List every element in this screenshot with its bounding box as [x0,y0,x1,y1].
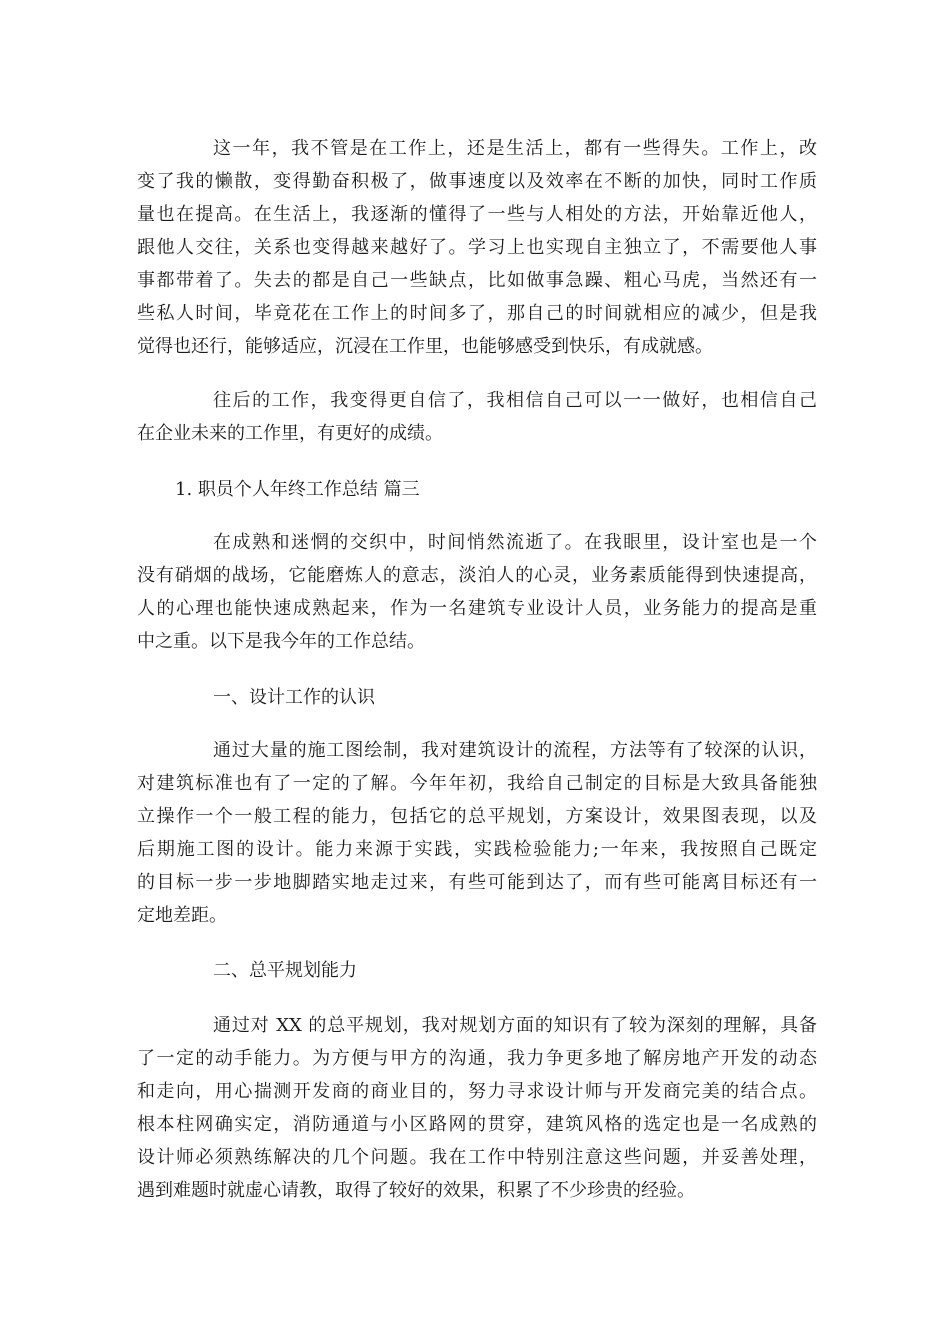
paragraph-line: 立操作一个一般工程的能力，包括它的总平规划，方案设计，效果图表现，以及 [137,806,817,827]
paragraph-line: 遇到难题时就虚心请教，取得了较好的效果，积累了不少珍贵的经验。 [137,1180,695,1201]
paragraph-line: 跟他人交往，关系也变得越来越好了。学习上也实现自主独立了，不需要他人事 [137,237,817,258]
paragraph-line: 在成熟和迷惘的交织中，时间悄然流逝了。在我眼里，设计室也是一个 [213,532,817,553]
paragraph-line: 人的心理也能快速成熟起来，作为一名建筑专业设计人员，业务能力的提高是重 [137,598,817,619]
paragraph-line: 对建筑标准也有了一定的了解。今年年初，我给自己制定的目标是大致具备能独 [137,773,817,794]
paragraph-line: 通过对 XX 的总平规划，我对规划方面的知识有了较为深刻的理解，具备 [213,1015,817,1036]
paragraph-line: 通过大量的施工图绘制，我对建筑设计的流程，方法等有了较深的认识， [213,740,817,761]
section-heading: 1. 职员个人年终工作总结 篇三 [175,479,420,500]
paragraph-line: 这一年，我不管是在工作上，还是生活上，都有一些得失。工作上，改 [213,138,817,159]
paragraph-line: 些私人时间，毕竟花在工作上的时间多了，那自己的时间就相应的减少，但是我 [137,303,817,324]
paragraph-line: 的目标一步一步地脚踏实地走过来，有些可能到达了，而有些可能离目标还有一 [137,872,817,893]
paragraph-line: 和走向，用心揣测开发商的商业目的，努力寻求设计师与开发商完美的结合点。 [137,1081,817,1102]
paragraph-line: 了一定的动手能力。为方便与甲方的沟通，我力争更多地了解房地产开发的动态 [137,1048,817,1069]
paragraph-line: 后期施工图的设计。能力来源于实践，实践检验能力;一年来，我按照自己既定 [137,839,817,860]
paragraph-line: 觉得也还行，能够适应，沉浸在工作里，也能够感受到快乐，有成就感。 [137,336,713,357]
paragraph-line: 定地差距。 [137,905,227,926]
paragraph-line: 在企业未来的工作里，有更好的成绩。 [137,423,443,444]
paragraph-line: 设计师必须熟练解决的几个问题。我在工作中特别注意这些问题，并妥善处理， [137,1147,817,1168]
paragraph-line: 事都带着了。失去的都是自己一些缺点，比如做事急躁、粗心马虎，当然还有一 [137,270,817,291]
paragraph-line: 根本柱网确实定，消防通道与小区路网的贯穿，建筑风格的选定也是一名成熟的 [137,1114,817,1135]
paragraph-line: 量也在提高。在生活上，我逐渐的懂得了一些与人相处的方法，开始靠近他人， [137,204,817,225]
paragraph-line: 变了我的懒散，变得勤奋积极了，做事速度以及效率在不断的加快，同时工作质 [137,171,817,192]
subheading-1: 一、设计工作的认识 [213,687,375,708]
paragraph-line: 往后的工作，我变得更自信了，我相信自己可以一一做好，也相信自己 [213,390,817,411]
paragraph-line: 中之重。以下是我今年的工作总结。 [137,631,425,652]
paragraph-line: 没有硝烟的战场，它能磨炼人的意志，淡泊人的心灵，业务素质能得到快速提高， [137,565,817,586]
subheading-2: 二、总平规划能力 [213,960,357,981]
